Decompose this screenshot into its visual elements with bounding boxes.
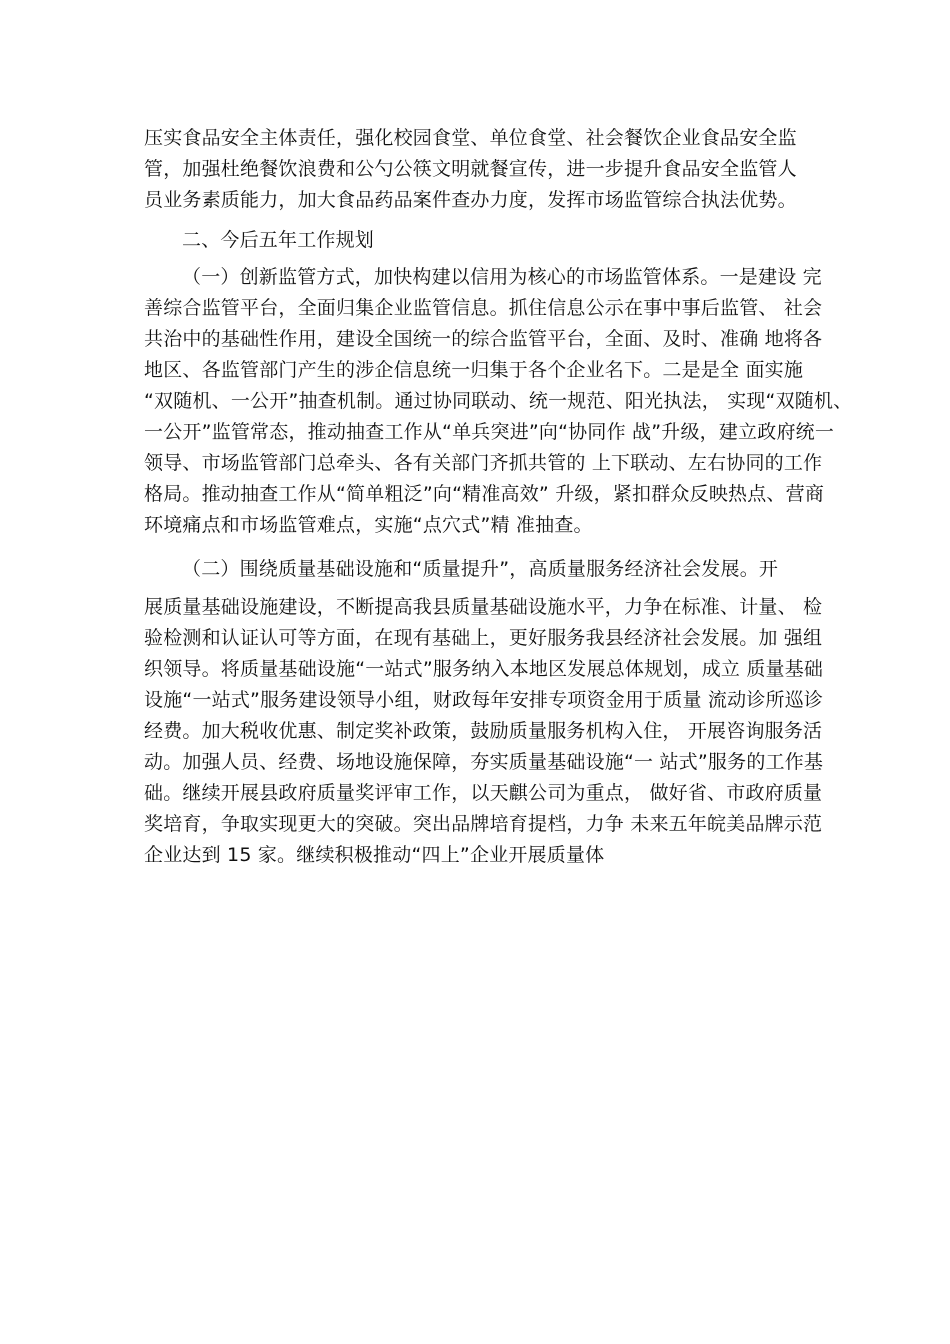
text-line: 展质量基础设施建设，不断提高我县质量基础设施水平，力争在标准、计量、 检: [144, 596, 823, 618]
text-line: （二）围绕质量基础设施和“质量提升”，高质量服务经济社会发展。开: [182, 558, 779, 580]
text-line: 压实食品安全主体责任，强化校园食堂、单位食堂、社会餐饮企业食品安全监: [144, 127, 797, 149]
text-line: 一公开”监管常态，推动抽查工作从“单兵突进”向“协同作 战”升级，建立政府统一: [144, 421, 835, 443]
paragraph-quality-infrastructure: [144, 592, 844, 871]
text-line: 管，加强杜绝餐饮浪费和公勺公筷文明就餐宣传，进一步提升食品安全监管人: [144, 158, 797, 180]
section-heading: [144, 225, 844, 256]
text-line: 验检测和认证认可等方面，在现有基础上，更好服务我县经济社会发展。加 强组: [144, 627, 823, 649]
text-line: 格局。推动抽查工作从“简单粗泛”向“精准高效” 升级，紧扣群众反映热点、营商: [144, 483, 825, 505]
section-heading-text: 二、今后五年工作规划: [182, 229, 375, 251]
text-line: 员业务素质能力，加大食品药品案件查办力度，发挥市场监管综合执法优势。: [144, 189, 797, 211]
paragraph-supervision: [144, 262, 853, 541]
text-line: 企业达到 15 家。继续积极推动“四上”企业开展质量体: [144, 844, 605, 866]
text-line: 础。继续开展县政府质量奖评审工作，以天麒公司为重点， 做好省、市政府质量: [144, 782, 823, 804]
text-line: 经费。加大税收优惠、制定奖补政策，鼓励质量服务机构入住， 开展咨询服务活: [144, 720, 823, 742]
text-line: （一）创新监管方式，加快构建以信用为核心的市场监管体系。一是建设 完: [182, 266, 822, 288]
text-line: 动。加强人员、经费、场地设施保障，夯实质量基础设施“一 站式”服务的工作基: [144, 751, 824, 773]
paragraph-food-safety: [144, 123, 844, 216]
text-line: 织领导。将质量基础设施“一站式”服务纳入本地区发展总体规划，成立 质量基础: [144, 658, 824, 680]
paragraph-quality-lead: [144, 554, 844, 585]
text-line: “双随机、一公开”抽查机制。通过协同联动、统一规范、阳光执法， 实现“双随机、: [144, 390, 853, 412]
text-line: 设施“一站式”服务建设领导小组，财政每年安排专项资金用于质量 流动诊所巡诊: [144, 689, 824, 711]
text-line: 环境痛点和市场监管难点，实施“点穴式”精 准抽查。: [144, 514, 593, 536]
text-line: 共治中的基础性作用，建设全国统一的综合监管平台，全面、及时、准确 地将各: [144, 328, 823, 350]
text-line: 善综合监管平台，全面归集企业监管信息。抓住信息公示在事中事后监管、 社会: [144, 297, 823, 319]
text-line: 地区、各监管部门产生的涉企信息统一归集于各个企业名下。二是是全 面实施: [144, 359, 804, 381]
text-line: 奖培育，争取实现更大的突破。突出品牌培育提档，力争 未来五年皖美品牌示范: [144, 813, 823, 835]
text-line: 领导、市场监管部门总牵头、各有关部门齐抓共管的 上下联动、左右协同的工作: [144, 452, 823, 474]
